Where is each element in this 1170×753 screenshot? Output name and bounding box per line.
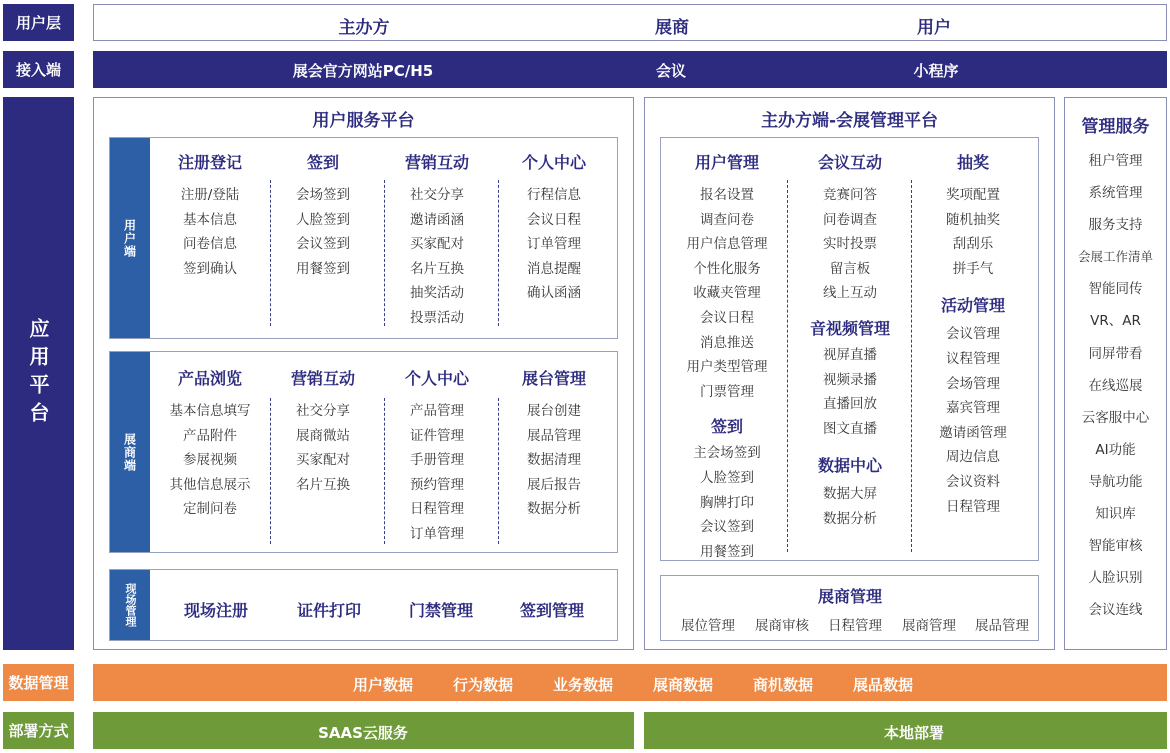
divider xyxy=(270,398,271,544)
exhibitor-mgmt-item: 展品管理 xyxy=(975,618,1029,634)
list-item: 消息提醒 xyxy=(527,260,581,277)
organizer-col-lottery xyxy=(917,150,1029,519)
onsite-access-control: 门禁管理 xyxy=(408,601,474,620)
list-item: 门票管理 xyxy=(700,383,754,400)
exhibitor-col-personal xyxy=(397,366,477,547)
list-item: 证件管理 xyxy=(410,427,464,444)
exhibitor-col-products xyxy=(160,366,260,522)
col-head: 个人中心 xyxy=(404,369,469,388)
list-item: 问卷信息 xyxy=(183,236,237,253)
list-item: 预约管理 xyxy=(410,476,464,493)
list-item: 产品附件 xyxy=(183,427,237,444)
list-item: 视频录播 xyxy=(823,371,877,388)
user-end-col-checkin xyxy=(283,150,363,281)
col-head: 活动管理 xyxy=(940,296,1005,316)
col-head: 营销互动 xyxy=(404,153,469,172)
organizer-platform xyxy=(644,97,1055,650)
deploy-saas: SAAS云服务 xyxy=(318,724,408,742)
list-item: 用户类型管理 xyxy=(686,359,768,376)
exhibitor-col-booth xyxy=(511,366,597,522)
list-item: 收藏夹管理 xyxy=(693,285,761,302)
list-item: 社交分享 xyxy=(410,187,464,203)
divider xyxy=(384,398,385,544)
list-item: 日程管理 xyxy=(946,498,1000,515)
divider xyxy=(270,180,271,326)
list-item: 胸牌打印 xyxy=(700,494,754,511)
list-item: 云客服中心 xyxy=(1081,409,1150,426)
list-item: 基本信息填写 xyxy=(169,403,251,419)
col-head: 营销互动 xyxy=(290,369,355,388)
data-business: 业务数据 xyxy=(552,676,614,694)
list-item: 主会场签到 xyxy=(693,445,761,462)
col-head: 会议互动 xyxy=(817,153,882,172)
list-item: 线上互动 xyxy=(823,285,877,302)
list-item: 展后报告 xyxy=(527,476,581,493)
list-item: 确认函涵 xyxy=(527,285,581,302)
list-item: 邀请函管理 xyxy=(939,424,1007,441)
list-item: 问卷调查 xyxy=(823,211,877,228)
access-layer-bar xyxy=(93,51,1167,88)
data-exhibitor: 展商数据 xyxy=(652,676,714,694)
divider xyxy=(384,180,385,326)
organizer-col-interaction xyxy=(794,150,906,532)
list-item: 租户管理 xyxy=(1088,153,1143,169)
onsite-register: 现场注册 xyxy=(183,601,249,620)
list-item: 基本信息 xyxy=(183,211,237,228)
list-item: 周边信息 xyxy=(946,449,1000,466)
user-end-col-register xyxy=(170,150,250,281)
list-item: 会议签到 xyxy=(296,236,350,253)
data-product: 展品数据 xyxy=(852,676,914,694)
divider xyxy=(498,398,499,544)
data-opportunity: 商机数据 xyxy=(752,676,814,694)
list-item: 日程管理 xyxy=(410,501,464,518)
onsite-label: 现场管理 xyxy=(110,570,150,640)
list-item: 视屏直播 xyxy=(823,346,877,363)
list-item: 会场管理 xyxy=(946,375,1000,392)
user-service-platform-title: 用户服务平台 xyxy=(312,111,415,131)
list-item: 数据分析 xyxy=(823,510,877,527)
divider xyxy=(911,180,912,552)
list-item: 数据分析 xyxy=(527,501,581,518)
exhibitor-mgmt-item: 日程管理 xyxy=(828,618,882,634)
list-item: 行程信息 xyxy=(527,187,581,203)
deploy-local-bar xyxy=(644,712,1167,749)
user-layer-organizer: 主办方 xyxy=(338,18,390,38)
list-item: 会议签到 xyxy=(700,519,754,536)
col-head: 注册登记 xyxy=(177,153,242,172)
list-item: 个性化服务 xyxy=(693,260,761,277)
list-item: 在线巡展 xyxy=(1088,377,1143,394)
access-website: 展会官方网站PC/H5 xyxy=(292,62,434,80)
management-services xyxy=(1064,97,1167,650)
exhibitor-mgmt-item: 展商审核 xyxy=(755,618,809,634)
list-item: 买家配对 xyxy=(410,236,464,253)
onsite-badge-print: 证件打印 xyxy=(296,601,362,620)
divider xyxy=(498,180,499,326)
layer-label-deploy: 部署方式 xyxy=(3,712,74,749)
list-item: 调查问卷 xyxy=(700,211,754,228)
onsite-checkin-mgmt: 签到管理 xyxy=(519,601,585,620)
list-item: AI功能 xyxy=(1095,441,1136,458)
list-item: 会场签到 xyxy=(296,187,350,203)
list-item: 签到确认 xyxy=(183,260,237,277)
list-item: 注册/登陆 xyxy=(180,187,240,203)
exhibitor-col-marketing xyxy=(283,366,363,497)
col-head: 展台管理 xyxy=(521,369,586,388)
list-item: 智能审核 xyxy=(1088,538,1143,555)
management-services-title: 管理服务 xyxy=(1081,117,1150,137)
exhibitor-end-label: 展商端 xyxy=(110,352,150,552)
list-item: 留言板 xyxy=(829,260,871,277)
layer-label-access: 接入端 xyxy=(3,51,74,88)
deploy-saas-bar xyxy=(93,712,634,749)
list-item: 会议管理 xyxy=(946,326,1000,343)
list-item: 用餐签到 xyxy=(700,543,754,560)
list-item: 产品管理 xyxy=(410,403,464,419)
list-item: 人脸签到 xyxy=(296,211,350,228)
col-head: 抽奖 xyxy=(956,153,989,172)
list-item: 智能同传 xyxy=(1088,281,1143,298)
list-item: 报名设置 xyxy=(700,187,754,203)
access-miniprogram: 小程序 xyxy=(913,62,959,80)
user-end-col-marketing xyxy=(397,150,477,331)
list-item: 会议日程 xyxy=(527,211,581,228)
list-item: 订单管理 xyxy=(527,236,581,253)
col-head: 数据中心 xyxy=(817,456,882,476)
layer-label-user: 用户层 xyxy=(3,4,74,41)
access-meeting: 会议 xyxy=(655,62,687,80)
list-item: 刮刮乐 xyxy=(952,236,994,253)
list-item: 知识库 xyxy=(1095,506,1136,523)
list-item: 社交分享 xyxy=(296,403,350,419)
list-item: 展品管理 xyxy=(527,427,581,444)
user-layer-user: 用户 xyxy=(917,18,951,38)
list-item: 会议连线 xyxy=(1088,602,1143,619)
list-item: 用餐签到 xyxy=(296,260,350,277)
list-item: 图文直播 xyxy=(823,420,877,437)
list-item: 嘉宾管理 xyxy=(946,400,1000,417)
organizer-main-box xyxy=(660,137,1039,561)
organizer-platform-title: 主办方端-会展管理平台 xyxy=(760,111,939,131)
list-item: 买家配对 xyxy=(296,452,350,469)
list-item: VR、AR xyxy=(1090,313,1141,330)
list-item: 消息推送 xyxy=(700,334,754,351)
list-item: 导航功能 xyxy=(1088,473,1143,490)
exhibitor-mgmt-item: 展位管理 xyxy=(681,618,735,634)
list-item: 其他信息展示 xyxy=(169,476,251,493)
list-item: 订单管理 xyxy=(410,525,464,542)
exhibitor-end-box xyxy=(109,351,618,553)
user-end-box xyxy=(109,137,618,339)
data-behavior: 行为数据 xyxy=(452,676,514,694)
list-item: 实时投票 xyxy=(823,236,877,253)
list-item: 人脸识别 xyxy=(1088,570,1143,587)
list-item: 展台创建 xyxy=(527,403,581,419)
list-item: 投票活动 xyxy=(410,309,464,326)
list-item: 名片互换 xyxy=(410,260,464,277)
user-end-label: 用户端 xyxy=(110,138,150,338)
col-head: 音视频管理 xyxy=(809,318,890,338)
list-item: 直播回放 xyxy=(823,396,877,413)
divider xyxy=(787,180,788,552)
col-head: 签到 xyxy=(306,153,339,172)
layer-label-app: 应用平台 xyxy=(3,97,74,650)
list-item: 同屏带看 xyxy=(1088,345,1143,362)
list-item: 定制问卷 xyxy=(183,501,237,518)
list-item: 议程管理 xyxy=(946,350,1000,367)
onsite-box xyxy=(109,569,618,641)
col-head: 用户管理 xyxy=(694,153,759,172)
list-item: 系统管理 xyxy=(1088,185,1143,202)
col-head: 个人中心 xyxy=(521,153,586,172)
list-item: 奖项配置 xyxy=(946,187,1000,203)
list-item: 会议资料 xyxy=(946,473,1000,490)
list-item: 服务支持 xyxy=(1088,217,1143,234)
list-item: 人脸签到 xyxy=(700,469,754,486)
list-item: 数据大屏 xyxy=(823,486,877,503)
user-end-col-personal xyxy=(511,150,597,306)
list-item: 抽奖活动 xyxy=(410,285,464,302)
list-item: 竞赛问答 xyxy=(823,187,877,203)
exhibitor-mgmt-item: 展商管理 xyxy=(902,618,956,634)
data-layer-bar xyxy=(93,664,1167,701)
exhibitor-mgmt-title: 展商管理 xyxy=(817,587,883,606)
data-user: 用户数据 xyxy=(352,676,414,694)
list-item: 名片互换 xyxy=(296,476,350,493)
list-item: 会展工作清单 xyxy=(1077,249,1153,265)
user-layer-exhibitor: 展商 xyxy=(655,18,689,38)
user-service-platform xyxy=(93,97,634,650)
list-item: 展商微站 xyxy=(296,427,350,444)
organizer-col-user-mgmt xyxy=(671,150,783,564)
list-item: 会议日程 xyxy=(700,309,754,326)
exhibitor-mgmt-box xyxy=(660,575,1039,641)
list-item: 拼手气 xyxy=(952,260,994,277)
deploy-local: 本地部署 xyxy=(883,724,945,742)
list-item: 随机抽奖 xyxy=(946,211,1000,228)
col-head: 产品浏览 xyxy=(177,369,242,388)
user-layer-bar xyxy=(93,4,1167,41)
layer-label-data: 数据管理 xyxy=(3,664,74,701)
list-item: 数据清理 xyxy=(527,452,581,469)
list-item: 参展视频 xyxy=(183,452,237,469)
list-item: 手册管理 xyxy=(410,452,464,469)
list-item: 用户信息管理 xyxy=(686,236,768,253)
col-head: 签到 xyxy=(710,417,743,437)
list-item: 邀请函涵 xyxy=(410,211,464,228)
